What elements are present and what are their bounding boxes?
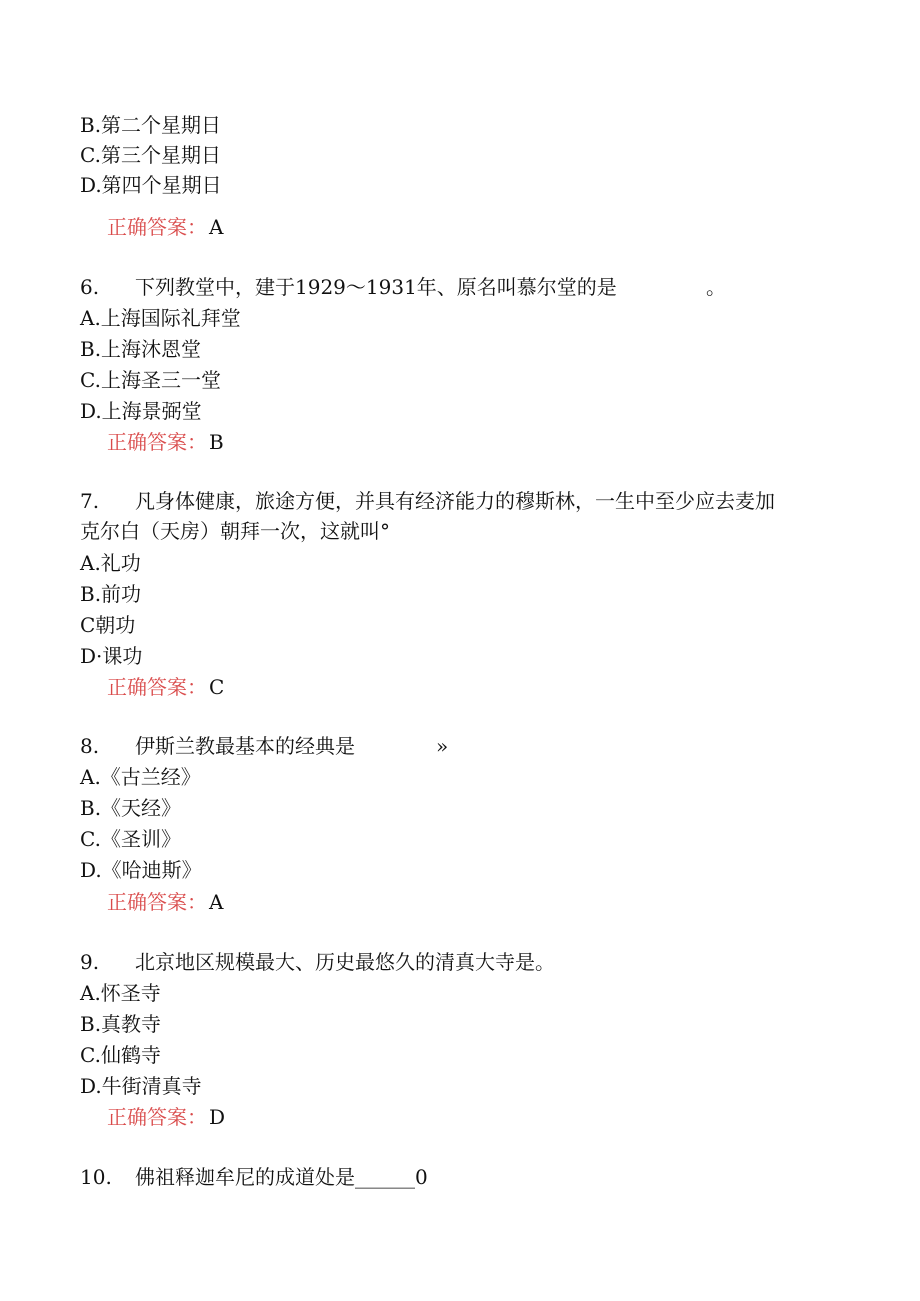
question-number: 6. — [80, 275, 100, 299]
question-number: 8. — [80, 734, 100, 758]
answer-label: 正确答案： — [107, 1105, 207, 1129]
answer-value: A — [209, 890, 224, 914]
question-text-continued: 克尔白（天房）朝拜一次，这就叫° — [80, 519, 390, 543]
option-d: D·课功 — [80, 644, 143, 668]
option-d: D.牛街清真寺 — [80, 1074, 202, 1098]
question-tail: » — [436, 734, 449, 758]
question-text: 下列教堂中，建于1929～1931年、原名叫慕尔堂的是 — [135, 275, 617, 299]
answer-line — [107, 429, 224, 455]
option-c: C.仙鹤寺 — [80, 1043, 161, 1067]
option-b: B.上海沐恩堂 — [80, 337, 202, 361]
answer-value: B — [209, 430, 224, 454]
option-d: D.上海景弼堂 — [80, 399, 202, 423]
option-a: A.礼功 — [80, 551, 141, 575]
option-c: C.《圣训》 — [80, 827, 181, 851]
question-text: 凡身体健康，旅途方便，并具有经济能力的穆斯林，一生中至少应去麦加 — [135, 489, 775, 513]
question-text: 佛祖释迦牟尼的成道处是______0 — [135, 1165, 428, 1189]
question-10 — [80, 1164, 428, 1190]
answer-line — [107, 1104, 225, 1130]
option-a: A.《古兰经》 — [80, 765, 201, 789]
answer-line — [107, 674, 224, 700]
answer-value: C — [209, 675, 225, 699]
question-number: 9. — [80, 950, 100, 974]
option-b: B.《天经》 — [80, 796, 182, 820]
question-text: 伊斯兰教最基本的经典是 — [135, 734, 355, 758]
option-c: C.上海圣三一堂 — [80, 368, 221, 392]
answer-line — [107, 214, 223, 240]
option-d: D.第四个星期日 — [80, 173, 222, 197]
answer-line — [107, 889, 223, 915]
option-c: C.第三个星期日 — [80, 143, 221, 167]
question-number: 7. — [80, 489, 100, 513]
answer-label: 正确答案： — [107, 675, 207, 699]
option-a: A.上海国际礼拜堂 — [80, 306, 241, 330]
answer-label: 正确答案： — [107, 430, 207, 454]
question-6 — [80, 274, 617, 300]
question-tail: 。 — [706, 275, 726, 299]
answer-value: D — [209, 1105, 226, 1129]
answer-value: A — [209, 215, 224, 239]
question-8 — [80, 733, 355, 759]
option-a: A.怀圣寺 — [80, 981, 161, 1005]
question-text: 北京地区规模最大、历史最悠久的清真大寺是。 — [135, 950, 555, 974]
option-b: B.前功 — [80, 582, 142, 606]
option-b: B.真教寺 — [80, 1012, 162, 1036]
answer-label: 正确答案： — [107, 215, 207, 239]
question-9 — [80, 949, 555, 975]
option-b: B.第二个星期日 — [80, 113, 222, 137]
option-c: C朝功 — [80, 613, 136, 637]
option-d: D.《哈迪斯》 — [80, 858, 202, 882]
question-7 — [80, 488, 775, 514]
answer-label: 正确答案： — [107, 890, 207, 914]
question-number: 10. — [80, 1165, 112, 1189]
